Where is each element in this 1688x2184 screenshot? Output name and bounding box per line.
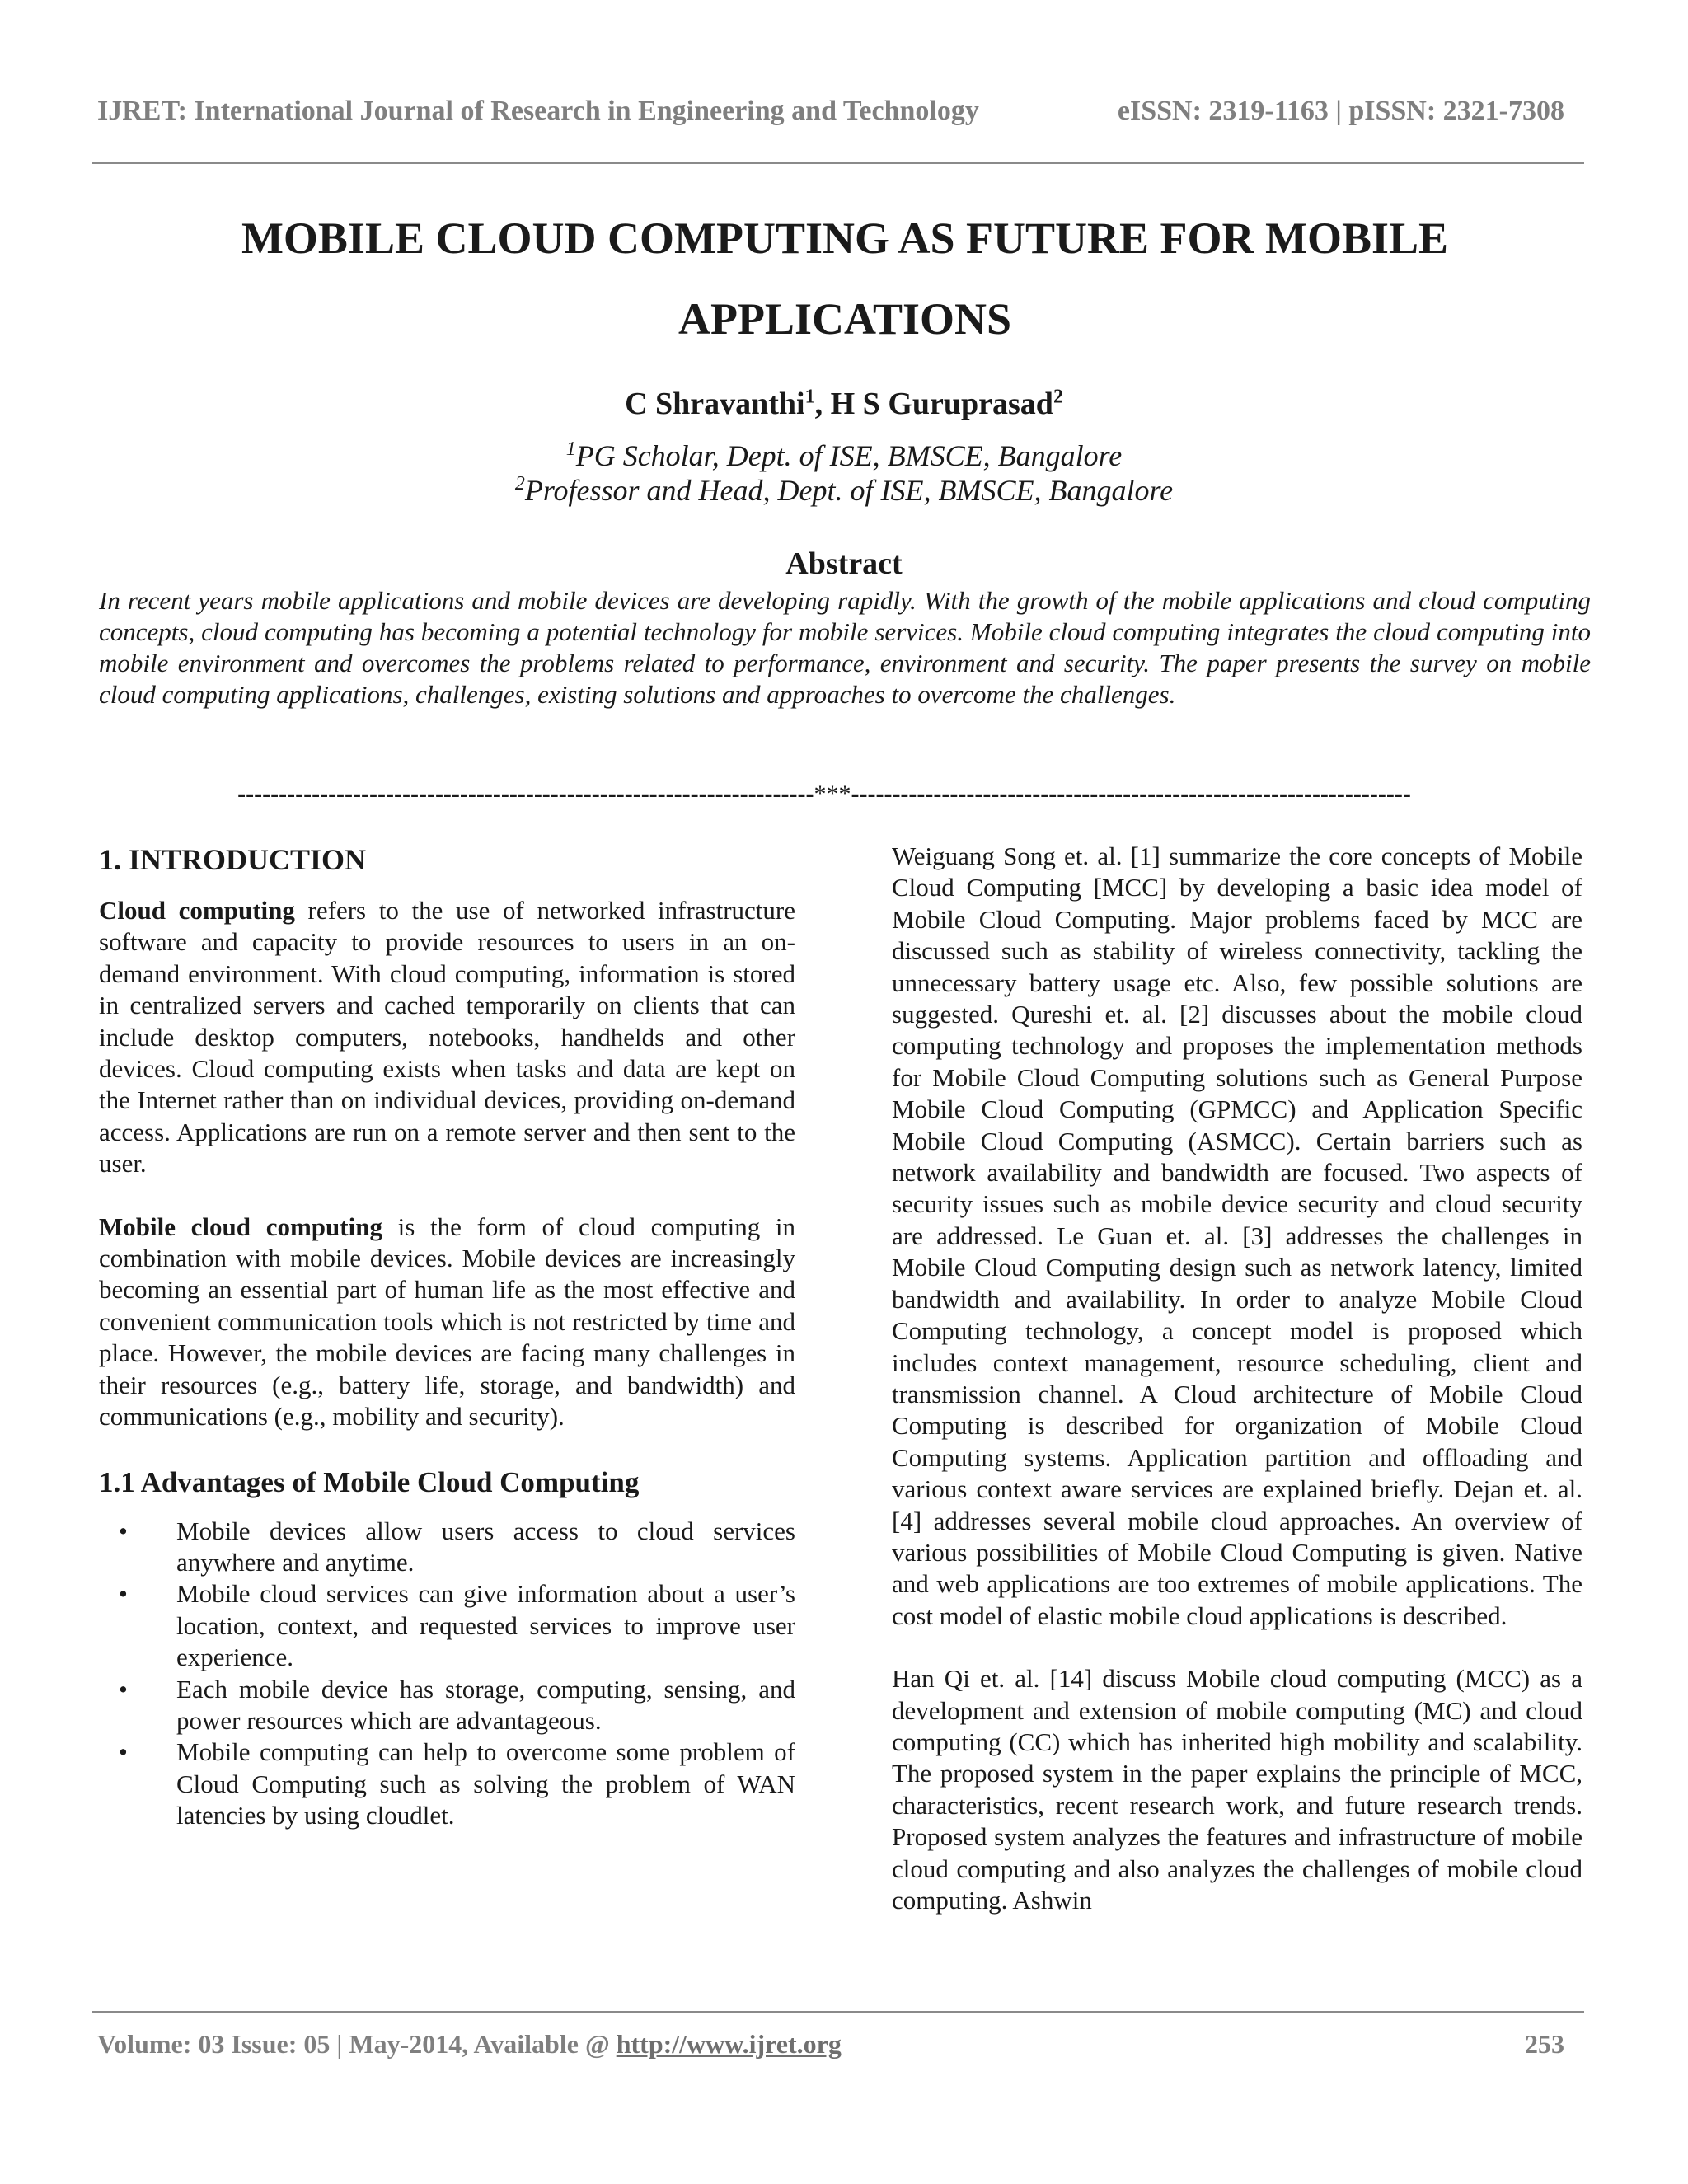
abstract-heading: Abstract (785, 546, 903, 581)
list-item (99, 1516, 795, 1579)
author-sup: 2 (1053, 386, 1063, 408)
list-item-text: Mobile computing can help to overcome some problem of Cloud Computing such as solving the problem of WAN latencies by using cloudlet. (176, 1737, 795, 1830)
affiliation-2 (0, 473, 1688, 508)
header-rule (92, 162, 1584, 164)
abstract-body: In recent years mobile applications and mobile devices are developing rapidly. With the growth of the mobile applications and cloud computing concepts, cloud computing has becoming a potential technology for mobile services. Mobile cloud computing integrates the cloud computing into mobile environment and overcomes the problems related to performance, environment and security. The paper presents the survey on mobile cloud computing applications, challenges, existing solutions and approaches to overcome the challenges. (99, 586, 1591, 709)
section-separator: ----------------------------------------------------------------------***-------------------------------------------------------------------- (237, 780, 1411, 808)
journal-name: IJRET: International Journal of Research in Engineering and Technology (97, 96, 979, 126)
volume-info: Volume: 03 Issue: 05 | May-2014, Available @ (97, 2029, 617, 2059)
paragraph-text: refers to the use of networked infrastructure software and capacity to provide resources to users in an on-demand environment. With cloud computing, information is stored in centralized servers and cached temporarily on clients that can include desktop computers, notebooks, handhelds and other devices. Cloud computing exists when tasks and data are kept on the Internet rather than on individual devices, providing on-demand access. Applications are run on a remote server and then sent to the user. (99, 896, 795, 1179)
intro-paragraph-1 (99, 895, 795, 1180)
literature-paragraph-1: Weiguang Song et. al. [1] summarize the core concepts of Mobile Cloud Computing [MCC] by developing a basic idea model of Mobile Cloud Computing. Major problems faced by MCC are discussed such as stability of wireless connectivity, tackling the unnecessary battery usage etc. Also, few possible solutions are suggested. Qureshi et. al. [2] discusses about the mobile cloud computing technology and proposes the implementation methods for Mobile Cloud Computing solutions such as General Purpose Mobile Cloud Computing (GPMCC) and Application Specific Mobile Cloud Computing (ASMCC). Certain barriers such as network availability and bandwidth are focused. Two aspects of security issues such as mobile device security and cloud security are addressed. Le Guan et. al. [3] addresses the challenges in Mobile Cloud Computing design such as network latency, limited bandwidth and availability. In order to analyze Mobile Cloud Computing technology, a concept model is proposed which includes context management, resource scheduling, client and transmission channel. A Cloud architecture of Mobile Cloud Computing is described for organization of Mobile Cloud Computing systems. Application partition and offloading and various context aware services are explained briefly. Dejan et. al. [4] addresses several mobile cloud approaches. An overview of various possibilities of Mobile Cloud Computing is given. Native and web applications are too extremes of mobile applications. The cost model of elastic mobile cloud applications is described. (892, 841, 1582, 1630)
affiliation-text: PG Scholar, Dept. of ISE, BMSCE, Bangalore (575, 439, 1123, 472)
title-line-2: APPLICATIONS (678, 294, 1012, 344)
list-item-text: Mobile cloud services can give information about a user’s location, context, and requested services to improve user experience. (176, 1579, 795, 1672)
introduction-heading: 1. INTRODUCTION (99, 843, 367, 876)
bullet-icon: • (119, 1737, 128, 1767)
left-column (99, 841, 795, 1832)
affiliation-sup: 1 (565, 438, 576, 460)
literature-paragraph-2: Han Qi et. al. [14] discuss Mobile cloud computing (MCC) as a development and extension of mobile computing (MC) and cloud computing (CC) which has inherited high mobility and scalability. The proposed system in the paper explains the principle of MCC, characteristics, recent research work, and future research trends. Proposed system analyzes the features and infrastructure of mobile cloud computing and also analyzes the challenges of mobile cloud computing. Ashwin (892, 1664, 1582, 1915)
bold-term: Cloud computing (99, 896, 295, 925)
running-header (97, 96, 1564, 137)
journal-link[interactable]: http://www.ijret.org (616, 2029, 842, 2059)
affiliation-sup: 2 (514, 473, 525, 494)
paragraph-text: is the form of cloud computing in combination with mobile devices. Mobile devices are increasingly becoming an essential part of human life as the most effective and convenient communication tools which is not restricted by time and place. However, the mobile devices are facing many challenges in their resources (e.g., battery life, storage, and bandwidth) and communications (e.g., mobility and security). (99, 1212, 795, 1432)
author-separator: , (814, 387, 831, 421)
page-number: 253 (1525, 2029, 1564, 2059)
author-name: H S Guruprasad (830, 387, 1053, 421)
footer-info (97, 2029, 842, 2060)
affiliation-1 (0, 438, 1688, 473)
author-list (0, 386, 1688, 422)
bullet-icon: • (119, 1674, 128, 1704)
advantages-heading: 1.1 Advantages of Mobile Cloud Computing (99, 1465, 640, 1498)
footer-rule (92, 2011, 1584, 2013)
author-name: C Shravanthi (625, 387, 805, 421)
list-item-text: Mobile devices allow users access to cloud services anywhere and anytime. (176, 1516, 795, 1577)
issn: eISSN: 2319-1163 | pISSN: 2321-7308 (1117, 96, 1564, 126)
list-item (99, 1736, 795, 1831)
bullet-icon: • (119, 1516, 128, 1545)
advantages-list (99, 1516, 795, 1832)
author-sup: 1 (804, 386, 815, 408)
right-column (892, 841, 1582, 1947)
list-item (99, 1578, 795, 1673)
list-item (99, 1674, 795, 1737)
paper-title (82, 198, 1607, 359)
intro-paragraph-2 (99, 1212, 795, 1433)
list-item-text: Each mobile device has storage, computing, sensing, and power resources which are advantageous. (176, 1674, 795, 1735)
bullet-icon: • (119, 1579, 128, 1609)
title-line-1: MOBILE CLOUD COMPUTING AS FUTURE FOR MOBILE (241, 213, 1449, 263)
affiliation-text: Professor and Head, Dept. of ISE, BMSCE, Bangalore (524, 474, 1174, 507)
bold-term: Mobile cloud computing (99, 1212, 382, 1241)
